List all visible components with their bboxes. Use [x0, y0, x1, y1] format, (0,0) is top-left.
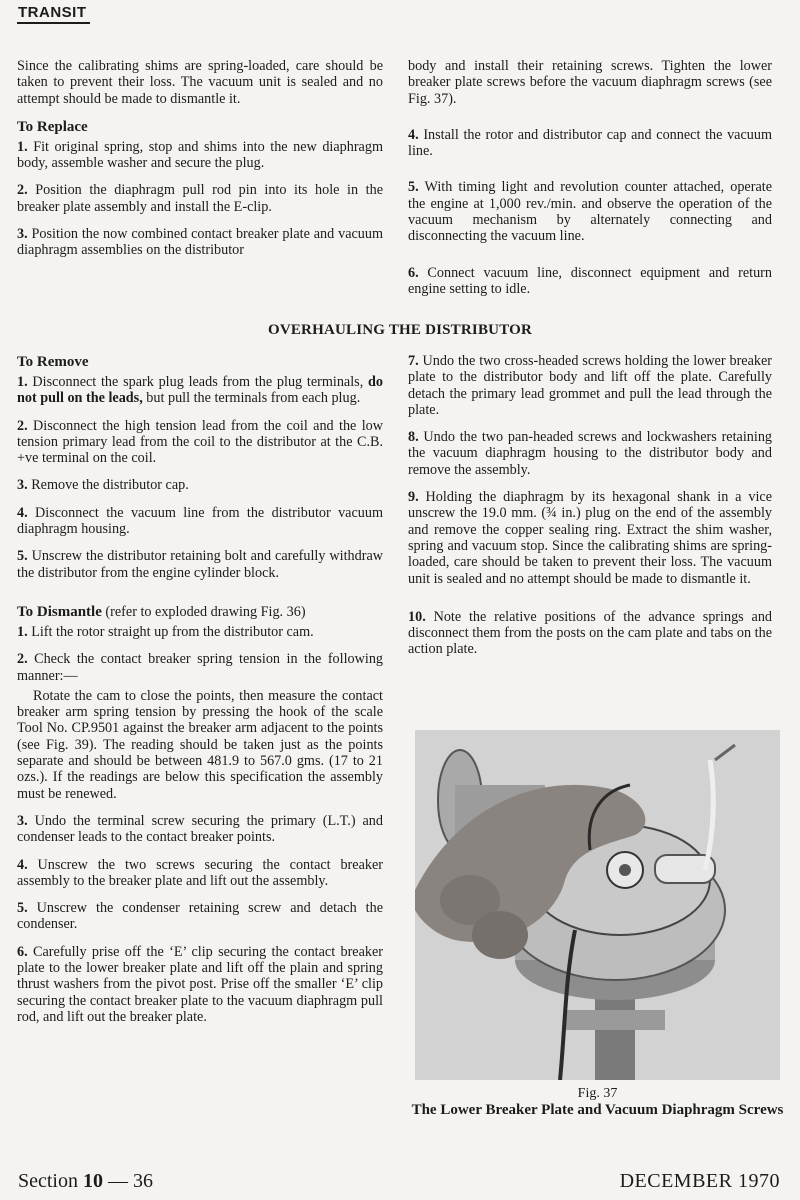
remove-step: 3. Remove the distributor cap.: [17, 477, 189, 494]
footer-date: DECEMBER 1970: [619, 1170, 780, 1192]
lower-right-column: [408, 353, 772, 669]
dismantle-step: 4. Unscrew the two screws securing the contact breaker assembly to the breaker plate and lift out the assembly.: [17, 856, 383, 889]
dismantle-step: 7. Undo the two cross-headed screws holding the lower breaker plate to the distributor body and lift off the plate. Carefully detach the primary lead grommet and pull the lead through the plate.: [408, 353, 773, 418]
dismantle-step: 6. Carefully prise off the ‘E’ clip securing the contact breaker plate to the lower breaker plate and lift off the plain and spring thrust washers from the pivot post. Prise off the smaller ‘E’ clip securing the contact breaker plate to the vacuum diaphragm pull rod, and lift out the breaker plate.: [17, 943, 384, 1025]
dismantle-step: 9. Holding the diaphragm by its hexagonal shank in a vice unscrew the 19.0 mm. (¾ in.) plug on the end of the assembly and remove the copper sealing ring. Extract the shim washer, spring and vacuum stop. Since the calibrating shims are spring-loaded, care should be taken to prevent their loss. The vacuum unit is sealed and no attempt should be made to dismantle it.: [408, 489, 772, 587]
replace-step: 2. Position the diaphragm pull rod pin into its hole in the breaker plate assembly and install the E-clip.: [17, 182, 384, 215]
replace-step: 3. Position the now combined contact breaker plate and vacuum diaphragm assemblies on the distributor: [17, 226, 384, 259]
figure-label: Fig. 37: [577, 1086, 618, 1101]
to-dismantle-heading: To Dismantle (refer to exploded drawing Fig. 36): [17, 603, 306, 620]
distributor-photo-illustration: [415, 730, 780, 1080]
continuation-paragraph: body and install their retaining screws. Tighten the lower breaker plate screws before the vacuum diaphragm screws (see Fig. 37).: [408, 58, 772, 107]
footer-section: Section 10 — 36: [18, 1170, 153, 1192]
top-left-column: [17, 58, 383, 270]
replace-step: 6. Connect vacuum line, disconnect equipment and return engine setting to idle.: [408, 264, 773, 297]
dismantle-detail: Rotate the cam to close the points, then measure the contact breaker arm spring tension by pressing the hook of the scale Tool No. CP.9501 against the breaker arm adjacent to the points (see Fig. 39). The reading should be taken just as the points separate and should be between 481.9 to 567.0 gms. (17 to 21 ozs.). If the readings are below this specification the assembly must be renewed.: [17, 687, 383, 802]
remove-step: 1. Disconnect the spark plug leads from the plug terminals, do not pull on the leads, but pull the terminals from each plug.: [17, 374, 383, 407]
dismantle-step: 10. Note the relative positions of the advance springs and disconnect them from the posts on the cam plate and tabs on the action plate.: [408, 608, 773, 658]
dismantle-step: 2. Check the contact breaker spring tension in the following manner:—: [17, 651, 384, 684]
distributor-photo: [415, 730, 780, 1080]
top-right-column: [408, 58, 772, 308]
replace-step: 5. With timing light and revolution counter attached, operate the engine at 1,000 rev./min. and observe the operation of the vacuum mechanism by alternately connecting and disconnecting the vacuum line.: [408, 179, 772, 245]
intro-paragraph: Since the calibrating shims are spring-loaded, care should be taken to prevent their loss. The vacuum unit is sealed and no attempt should be made to dismantle it.: [17, 58, 383, 107]
dismantle-step: 1. Lift the rotor straight up from the distributor cam.: [17, 623, 314, 640]
replace-step: 1. Fit original spring, stop and shims into the new diaphragm body, assemble washer and secure the plug.: [17, 138, 383, 172]
dismantle-step: 3. Undo the terminal screw securing the primary (L.T.) and condenser leads to the contact breaker points.: [17, 812, 383, 846]
dismantle-step: 8. Undo the two pan-headed screws and lockwashers retaining the vacuum diaphragm housing to the distributor body and remove the assembly.: [408, 429, 773, 478]
figure-title: The Lower Breaker Plate and Vacuum Diaphragm Screws: [411, 1102, 784, 1118]
to-replace-heading: To Replace: [17, 118, 88, 135]
figure-caption: [410, 1085, 785, 1119]
to-remove-heading: To Remove: [17, 354, 89, 370]
overhauling-heading: OVERHAULING THE DISTRIBUTOR: [267, 322, 533, 338]
remove-step: 5. Unscrew the distributor retaining bolt and carefully withdraw the distributor from the engine cylinder block.: [17, 548, 383, 581]
remove-step: 4. Disconnect the vacuum line from the distributor vacuum diaphragm housing.: [17, 504, 383, 538]
lower-left-column: [17, 353, 383, 1036]
replace-step: 4. Install the rotor and distributor cap and connect the vacuum line.: [408, 126, 773, 160]
remove-step: 2. Disconnect the high tension lead from the coil and the low tension primary lead from the coil to the distributor at the C.B. +ve terminal on the coil.: [17, 417, 383, 467]
section-tab: TRANSIT: [17, 4, 90, 24]
dismantle-step: 5. Unscrew the condenser retaining screw and detach the condenser.: [17, 900, 383, 933]
